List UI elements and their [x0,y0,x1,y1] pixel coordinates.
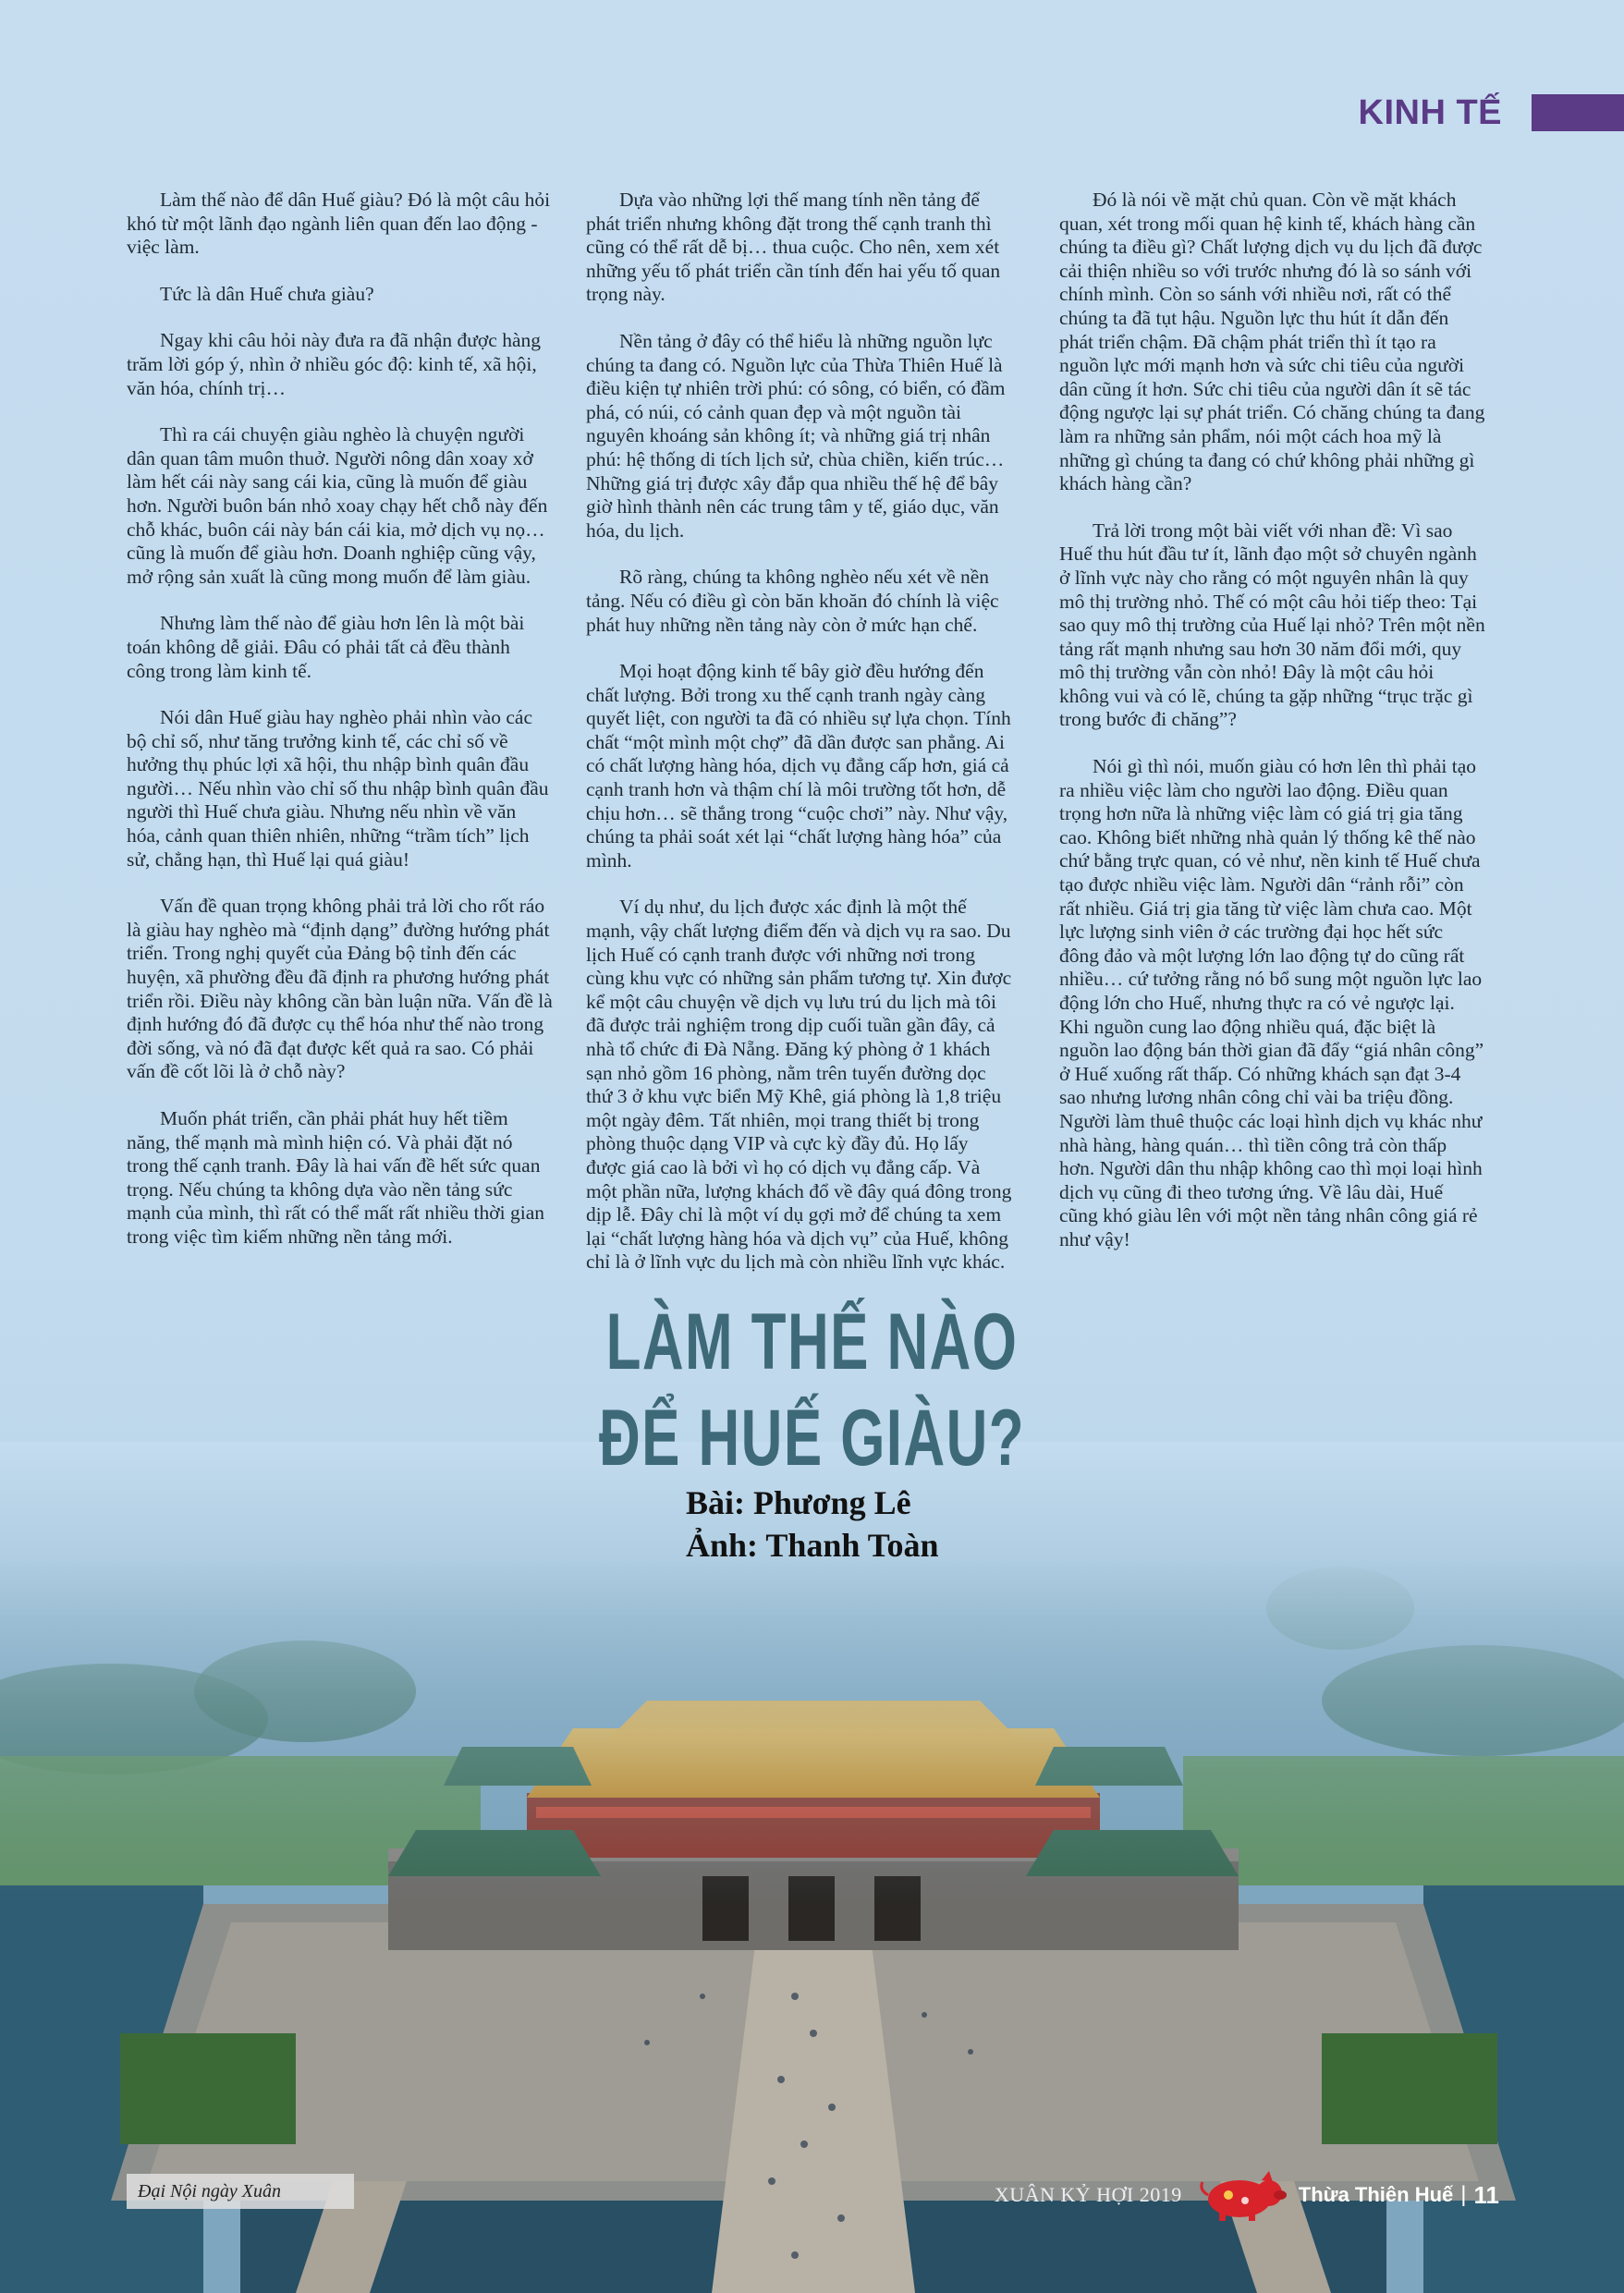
article-column-3 [1059,189,1486,1275]
byline-photographer: Ảnh: Thanh Toàn [686,1527,939,1564]
article-column-2 [586,189,1013,1298]
section-accent-bar [1532,94,1624,131]
paragraph: Thì ra cái chuyện giàu nghèo là chuyện người dân quan tâm muôn thuở. Người nông dân xoay xở làm hết cái này sang cái kia, cũng là muốn để giàu hơn. Người buôn bán nhỏ xoay chạy hết chỗ này đến chỗ khác, buôn cái này bán cái kia, mở dịch vụ nọ… cũng là muốn để giàu hơn. Doanh nghiệp cũng vậy, mở rộng sản xuất là cũng mong muốn để làm giàu. [127,423,548,588]
paragraph: Nói dân Huế giàu hay nghèo phải nhìn vào các bộ chỉ số, như tăng trưởng kinh tế, các chỉ số về hưởng thụ phúc lợi xã hội, thu nhập bình quân đầu người… Nếu nhìn vào chỉ số thu nhập bình quân đầu người thì Huế chưa giàu. Nhưng nếu nhìn về văn hóa, cảnh quan thiên nhiên, những “trầm tích” lịch sử, chẳng hạn, thì Huế lại quá giàu! [127,706,549,871]
title-line-1: LÀM THẾ NÀO [605,1298,1019,1386]
paragraph: Làm thế nào để dân Huế giàu? Đó là một câu hỏi khó từ một lãnh đạo ngành liên quan đến lao động - việc làm. [127,189,551,259]
paragraph: Ví dụ như, du lịch được xác định là một thế mạnh, vậy chất lượng điểm đến và dịch vụ ra sao. Du lịch Huế có cạnh tranh được với những nơi trong cùng khu vực có những sản phẩm tương tự. Xin được kể một câu chuyện về dịch vụ lưu trú du lịch mà tôi đã được trải nghiệm trong dịp cuối tuần gần đây, cả nhà tổ chức đi Đà Nẵng. Đăng ký phòng ở 1 khách sạn nhỏ gồm 16 phòng, nằm trên tuyến đường dọc thứ 3 ở khu vực biển Mỹ Khê, giá phòng là 1,8 triệu một ngày đêm. Tất nhiên, mọi trang thiết bị trong phòng thuộc dạng VIP và cực kỳ đầy đủ. Họ lấy được giá cao là bởi vì họ có dịch vụ đẳng cấp. Và một phần nữa, lượng khách đổ về đây quá đông trong dịp lễ. Đây chỉ là một ví dụ gợi mở để chúng ta xem lại “chất lượng hàng hóa và dịch vụ” của Huế, không chỉ là ở lĩnh vực du lịch mà còn nhiều lĩnh vực khác. [586,896,1012,1274]
paragraph: Dựa vào những lợi thế mang tính nền tảng để phát triển nhưng không đặt trong thế cạnh tranh thì cũng có thể rất dễ bị… thua cuộc. Cho nên, xem xét những yếu tố phát triển cần tính đến hai yếu tố quan trọng này. [586,189,1001,306]
paragraph: Vấn đề quan trọng không phải trả lời cho rốt ráo là giàu hay nghèo mà “định dạng” đường hướng phát triển. Trong nghị quyết của Đảng bộ tỉnh đến các huyện, xã phường đều đã định ra phương hướng phát triển rồi. Điều này không cần bàn luận nữa. Vấn đề là định hướng đó đã được cụ thể hóa như thế nào trong đời sống, và nó đã đạt được kết quả ra sao. Có phải vấn đề cốt lõi là ở chỗ này? [127,895,553,1083]
footer-separator: | [1460,2182,1467,2207]
article-column-1 [127,189,554,1273]
byline [686,1482,939,1567]
paragraph: Mọi hoạt động kinh tế bây giờ đều hướng đến chất lượng. Bởi trong xu thế cạnh tranh ngày càng quyết liệt, con người ta đã có nhiều sự lựa chọn. Tính chất “một mình một chợ” đã dần được san phẳng. Ai có chất lượng hàng hóa, dịch vụ đẳng cấp hơn, giá cả cạnh tranh hơn và thậm chí là môi trường tốt hơn, dễ chịu hơn… sẽ thắng trong “cuộc chơi” này. Như vậy, chúng ta phải soát xét lại “chất lượng hàng hóa” của mình. [586,660,1011,872]
byline-author: Bài: Phương Lê [686,1484,911,1521]
page-number: 11 [1473,2180,1499,2209]
paragraph: Nhưng làm thế nào để giàu hơn lên là một bài toán không dễ giải. Đâu có phải tất cả đều thành công trong làm kinh tế. [127,612,525,682]
page-footer [995,2172,1499,2218]
title-line-2: ĐỂ HUẾ GIÀU? [598,1394,1026,1482]
photo-caption-text: Đại Nội ngày Xuân [138,2180,281,2202]
paragraph: Nói gì thì nói, muốn giàu có hơn lên thì phải tạo ra nhiều việc làm cho người lao động. Điều quan trọng hơn nữa là những việc làm có giá trị gia tăng cao. Không biết những nhà quản lý thống kê thế nào chứ bằng trực quan, có vẻ như, nền kinh tế Huế chưa tạo được nhiều việc làm. Người dân “rảnh rỗi” còn rất nhiều. Giá trị gia tăng từ việc làm chưa cao. Một lực lượng sinh viên ở các trường đại học hết sức đông đảo và một lượng lớn lao động tự do cũng rất nhiều… cứ tưởng rằng nó bổ sung một nguồn lực lao động lớn cho Huế, nhưng thực ra có vẻ ngược lại. Khi nguồn cung lao động nhiều quá, đặc biệt là nguồn lao động bán thời gian đã đẩy “giá nhân công” ở Huế xuống rất thấp. Có những khách sạn đạt 3-4 sao nhưng lương nhân công chỉ vài ba triệu đồng. Người làm thuê thuộc các loại hình dịch vụ khác như nhà hàng, hàng quán… thì tiền công trả còn thấp hơn. Người dân thu nhập không cao thì mọi loại hình dịch vụ cũng đi theo tương ứng. Về lâu dài, Huế cũng khó giàu lên với một nền tảng nhân công giá rẻ như vậy! [1059,755,1484,1250]
pig-logo-icon [1191,2167,1293,2223]
footer-magazine-name: Thừa Thiên Huế [1298,2183,1454,2206]
paragraph: Rõ ràng, chúng ta không nghèo nếu xét về nền tảng. Nếu có điều gì còn băn khoăn đó chính là việc phát huy những nền tảng này còn ở mức hạn chế. [586,566,999,636]
paragraph: Tức là dân Huế chưa giàu? [160,282,374,305]
paragraph: Nền tảng ở đây có thể hiểu là những nguồn lực chúng ta đang có. Nguồn lực của Thừa Thiên Huế là điều kiện tự nhiên trời phú: có sông, có biển, có đầm phá, có núi, có cảnh quan đẹp và một nguồn tài nguyên khoáng sản không ít; và những giá trị nhân phú: hệ thống di tích lịch sử, chùa chiền, kiến trúc… Những giá trị được xây đắp qua nhiều thế hệ để bây giờ hình thành nên các trung tâm y tế, giáo dục, văn hóa, du lịch. [586,329,1006,542]
paragraph: Đó là nói về mặt chủ quan. Còn về mặt khách quan, xét trong mối quan hệ kinh tế, khách hàng cần chúng ta điều gì? Chất lượng dịch vụ du lịch đã được cải thiện nhiều so với trước nhưng đó là so sánh với chính mình. Còn so sánh với nhiều nơi, rất có thể chúng ta đã tụt hậu. Nguồn lực thu hút ít dẫn đến phát triển chậm. Đã chậm phát triển thì ít tạo ra nguồn lực mới mạnh hơn và sức chi tiêu của người dân cũng ít hơn. Sức chi tiêu của người dân ít sẽ tác động ngược lại sự phát triển. Có chăng chúng ta đang làm ra những sản phẩm, nói một cách hoa mỹ là những gì chúng ta đang có chứ không phải những gì khách hàng cần? [1059,189,1485,495]
paragraph: Ngay khi câu hỏi này đưa ra đã nhận được hàng trăm lời góp ý, nhìn ở nhiều góc độ: kinh tế, xã hội, văn hóa, chính trị… [127,329,541,399]
article-title [227,1294,1397,1486]
photo-caption [127,2174,354,2209]
footer-issue: XUÂN KỶ HỢI 2019 [994,2183,1182,2206]
paragraph: Muốn phát triển, cần phải phát huy hết tiềm năng, thế mạnh mà mình hiện có. Và phải đặt nó trong thế cạnh tranh. Đây là hai vấn đề hết sức quan trọng. Nếu chúng ta không dựa vào nền tảng sức mạnh của mình, thì rất có thể mất rất nhiều thời gian trong việc tìm kiếm những nền tảng mới. [127,1107,544,1248]
section-header [1359,92,1624,133]
section-label: KINH TẾ [1358,92,1502,132]
citadel-photo [0,1442,1624,2293]
paragraph: Trả lời trong một bài viết với nhan đề: Vì sao Huế thu hút đầu tư ít, lãnh đạo một sở chuyên ngành ở lĩnh vực này cho rằng có một nguyên nhân là quy mô thị trường nhỏ. Thế có một câu hỏi tiếp theo: Tại sao quy mô thị trường của Huế lại nhỏ? Trên một nền tảng rất mạnh nhưng sau hơn 30 năm đổi mới, quy mô thị trường vẫn còn nhỏ! Đây là một câu hỏi không vui và có lẽ, chúng ta gặp những “trục trặc gì trong bước đi chăng”? [1059,518,1485,731]
